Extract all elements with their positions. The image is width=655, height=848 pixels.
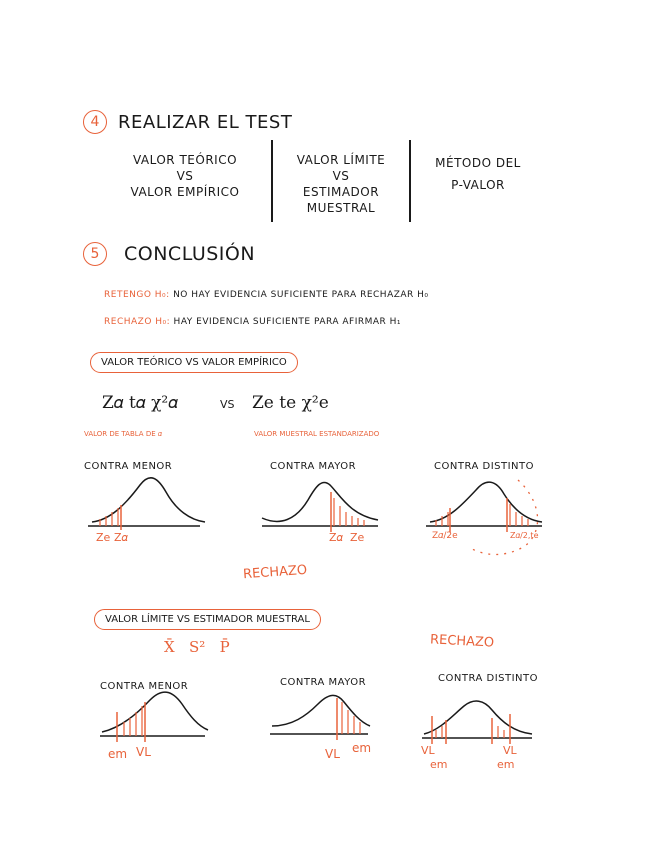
label-right-tail: Z𝛼/2,te: [510, 531, 539, 540]
curve-contra-distinto-limite: [422, 701, 532, 744]
method-line: VALOR TEÓRICO: [132, 153, 238, 167]
rechazo-label: RECHAZO H₀:: [104, 317, 171, 327]
empirical-symbols: Ze te χ²e: [252, 393, 329, 413]
case-title: CONTRA MENOR: [100, 681, 189, 692]
label-em: em: [430, 758, 448, 771]
method-line: VALOR LÍMITE: [296, 153, 386, 167]
method-line: VS: [332, 169, 350, 183]
method-line: VALOR EMPÍRICO: [130, 185, 240, 199]
curve-contra-mayor-limite: [270, 695, 370, 740]
section-4-title: REALIZAR EL TEST: [118, 112, 293, 133]
estimator-symbols: X̄ S² P̄: [164, 638, 230, 656]
limite-pill: VALOR LÍMITE VS ESTIMADOR MUESTRAL: [94, 609, 321, 630]
label-ze: Ze: [96, 531, 111, 544]
method-line: ESTIMADOR: [302, 185, 380, 199]
curve-contra-distinto-teorico: [426, 480, 542, 555]
retengo-label: RETENGO H₀:: [104, 290, 170, 300]
curve-contra-mayor-teorico: [262, 482, 378, 532]
section-5-title: CONCLUSIÓN: [124, 243, 256, 265]
method-line: VS: [176, 169, 194, 183]
section-5-number: 5: [83, 242, 107, 266]
curve-contra-menor-limite: [100, 692, 208, 742]
case-title: CONTRA MAYOR: [270, 461, 357, 472]
label-z-alpha: Z𝛼: [329, 531, 343, 544]
label-vl: VL: [421, 744, 435, 757]
rechazo-note: RECHAZO: [429, 632, 495, 651]
method-line: MUESTRAL: [306, 201, 376, 215]
case-title: CONTRA DISTINTO: [438, 673, 539, 684]
label-em: em: [352, 741, 372, 755]
label-left-tail: Z𝛼/2e: [432, 531, 458, 541]
vs-label: VS: [220, 398, 235, 411]
rechazo-note: RECHAZO: [242, 562, 308, 583]
case-title: CONTRA MAYOR: [280, 677, 367, 688]
curve-contra-menor-teorico: [88, 478, 205, 530]
method-line: MÉTODO DEL: [435, 156, 521, 170]
section-4-number: 4: [83, 110, 107, 134]
label-vl: VL: [503, 744, 517, 757]
note-tabla-alpha: VALOR DE TABLA DE 𝛼: [84, 430, 162, 438]
label-em: em: [108, 747, 128, 761]
retengo-text: NO HAY EVIDENCIA SUFICIENTE PARA RECHAZAR H₀: [173, 290, 429, 300]
method-line: P-VALOR: [451, 178, 505, 192]
label-vl: VL: [325, 747, 340, 761]
label-ze: Ze: [350, 531, 365, 544]
label-vl: VL: [136, 745, 151, 759]
label-z-alpha: Z𝛼: [114, 531, 128, 544]
note-muestral-estandarizado: VALOR MUESTRAL ESTANDARIZADO: [254, 430, 380, 438]
rechazo-text: HAY EVIDENCIA SUFICIENTE PARA AFIRMAR H₁: [173, 317, 402, 327]
label-em: em: [497, 758, 515, 771]
theoretical-symbols: Z𝛼 t𝛼 χ²𝛼: [102, 393, 179, 413]
case-title: CONTRA MENOR: [84, 461, 173, 472]
teorico-pill: VALOR TEÓRICO VS VALOR EMPÍRICO: [90, 352, 298, 373]
case-title: CONTRA DISTINTO: [434, 461, 535, 472]
